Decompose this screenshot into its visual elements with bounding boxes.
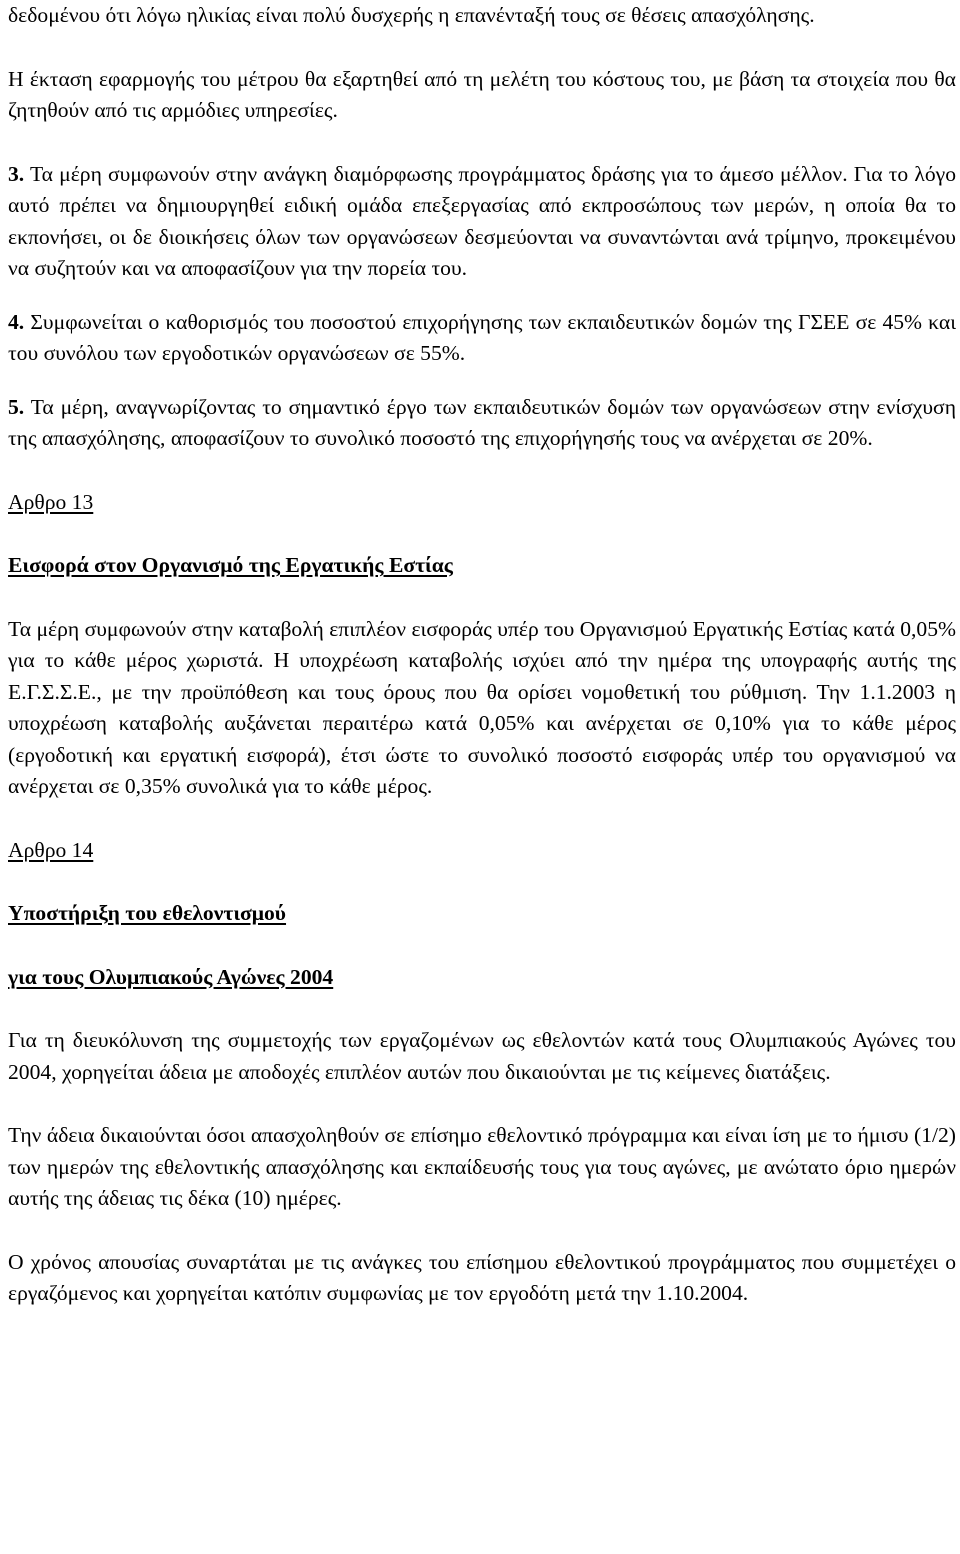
article-title-text: Αρθρο 14 xyxy=(8,837,94,862)
article-14-title xyxy=(8,835,956,867)
article-13-subtitle xyxy=(8,550,956,582)
article-14-body-2 xyxy=(8,1120,956,1215)
spacer xyxy=(8,285,956,307)
article-subtitle-text: Υποστήριξη του εθελοντισμού xyxy=(8,901,287,925)
spacer xyxy=(8,1088,956,1120)
article-subtitle-text: για τους Ολυμπιακούς Αγώνες 2004 xyxy=(8,964,334,989)
paragraph-text: δεδομένου ότι λόγω ηλικίας είναι πολύ δυσχερής η επανένταξή τους σε θέσεις απασχόλησης. xyxy=(8,3,815,27)
paragraph-text: Η έκταση εφαρμογής του μέτρου θα εξαρτηθεί από τη μελέτη του κόστους του, με βάση τα στοιχεία που θα ζητηθούν από τις αρμόδιες υπηρεσίες. xyxy=(8,66,956,122)
item-text: Τα μέρη συμφωνούν στην ανάγκη διαμόρφωσης προγράμματος δράσης για το άμεσο μέλλον. Για το λόγο αυτό πρέπει να δημιουργηθεί ειδική ομάδα επεξεργασίας από εκπροσώπους των μερών, η οποία θα το εκπονήσει, οι δε διοικήσεις όλων των οργανώσεων δεσμεύονται να συναντώνται ανά τρίμηνο, προκειμένου να συζητούν και να αποφασίζουν για την πορεία του. xyxy=(8,161,956,280)
spacer xyxy=(8,993,956,1025)
spacer xyxy=(8,32,956,64)
document-page xyxy=(8,0,956,1310)
paragraph-text: Την άδεια δικαιούνται όσοι απασχοληθούν σε επίσημο εθελοντικό πρόγραμμα και είναι ίση με το ήμισυ (1/2) των ημερών της εθελοντικής απασχόλησης και εκπαίδευσής τους για τους αγώνες, με ανώτατο όριο ημερών αυτής της άδειας τις δέκα (10) ημέρες. xyxy=(8,1123,956,1210)
item-text: Τα μέρη, αναγνωρίζοντας το σημαντικό έργο των εκπαιδευτικών δομών των οργανώσεων στην ενίσχυση της απασχόλησης, αποφασίζουν το συνολικό ποσοστό της επιχορήγησής τους να ανέρχεται σε 20%. xyxy=(8,394,956,450)
article-14-subtitle-1 xyxy=(8,898,956,930)
spacer xyxy=(8,930,956,962)
item-number: 5. xyxy=(8,394,25,419)
article-13-title xyxy=(8,487,956,519)
article-title-text: Αρθρο 13 xyxy=(8,489,94,514)
item-3-paragraph xyxy=(8,159,956,285)
article-14-body-1 xyxy=(8,1025,956,1088)
spacer xyxy=(8,866,956,898)
item-number: 3. xyxy=(8,161,25,186)
spacer xyxy=(8,455,956,487)
item-5-paragraph xyxy=(8,392,956,455)
spacer xyxy=(8,582,956,614)
item-number: 4. xyxy=(8,309,25,334)
spacer xyxy=(8,803,956,835)
article-subtitle-text: Εισφορά στον Οργανισμό της Εργατικής Εστίας xyxy=(8,553,453,577)
spacer xyxy=(8,1215,956,1247)
item-4-paragraph xyxy=(8,307,956,370)
paragraph-text: Για τη διευκόλυνση της συμμετοχής των εργαζομένων ως εθελοντών κατά τους Ολυμπιακούς Αγώνες του 2004, χορηγείται άδεια με αποδοχές επιπλέον αυτών που δικαιούνται με τις κείμενες διατάξεις. xyxy=(8,1028,956,1084)
scope-paragraph xyxy=(8,64,956,127)
spacer xyxy=(8,370,956,392)
continuation-paragraph xyxy=(8,0,956,32)
spacer xyxy=(8,127,956,159)
item-text: Συμφωνείται ο καθορισμός του ποσοστού επιχορήγησης των εκπαιδευτικών δομών της ΓΣΕΕ σε 45% και του συνόλου των εργοδοτικών οργανώσεων σε 55%. xyxy=(8,309,956,365)
paragraph-text: Ο χρόνος απουσίας συναρτάται με τις ανάγκες του επίσημου εθελοντικού προγράμματος που συμμετέχει ο εργαζόμενος και χορηγείται κατόπιν συμφωνίας με τον εργοδότη μετά την 1.10.2004. xyxy=(8,1249,956,1305)
article-14-body-3 xyxy=(8,1247,956,1310)
article-13-body xyxy=(8,614,956,803)
spacer xyxy=(8,518,956,550)
article-14-subtitle-2 xyxy=(8,962,956,994)
paragraph-text: Τα μέρη συμφωνούν στην καταβολή επιπλέον εισφοράς υπέρ του Οργανισμού Εργατικής Εστίας κατά 0,05% για το κάθε μέρος χωριστά. Η υποχρέωση καταβολής ισχύει από την ημέρα της υπογραφής αυτής της Ε.Γ.Σ.Σ.Ε., με την προϋπόθεση και τους όρους που θα ορίσει νομοθετική του ρύθμιση. Την 1.1.2003 η υποχρέωση καταβολής αυξάνεται περαιτέρω κατά 0,05% και ανέρχεται σε 0,10% για το κάθε μέρος (εργοδοτική και εργατική εισφορά), έτσι ώστε το συνολικό ποσοστό εισφοράς υπέρ του οργανισμού να ανέρχεται σε 0,35% συνολικά για το κάθε μέρος. xyxy=(8,616,956,798)
